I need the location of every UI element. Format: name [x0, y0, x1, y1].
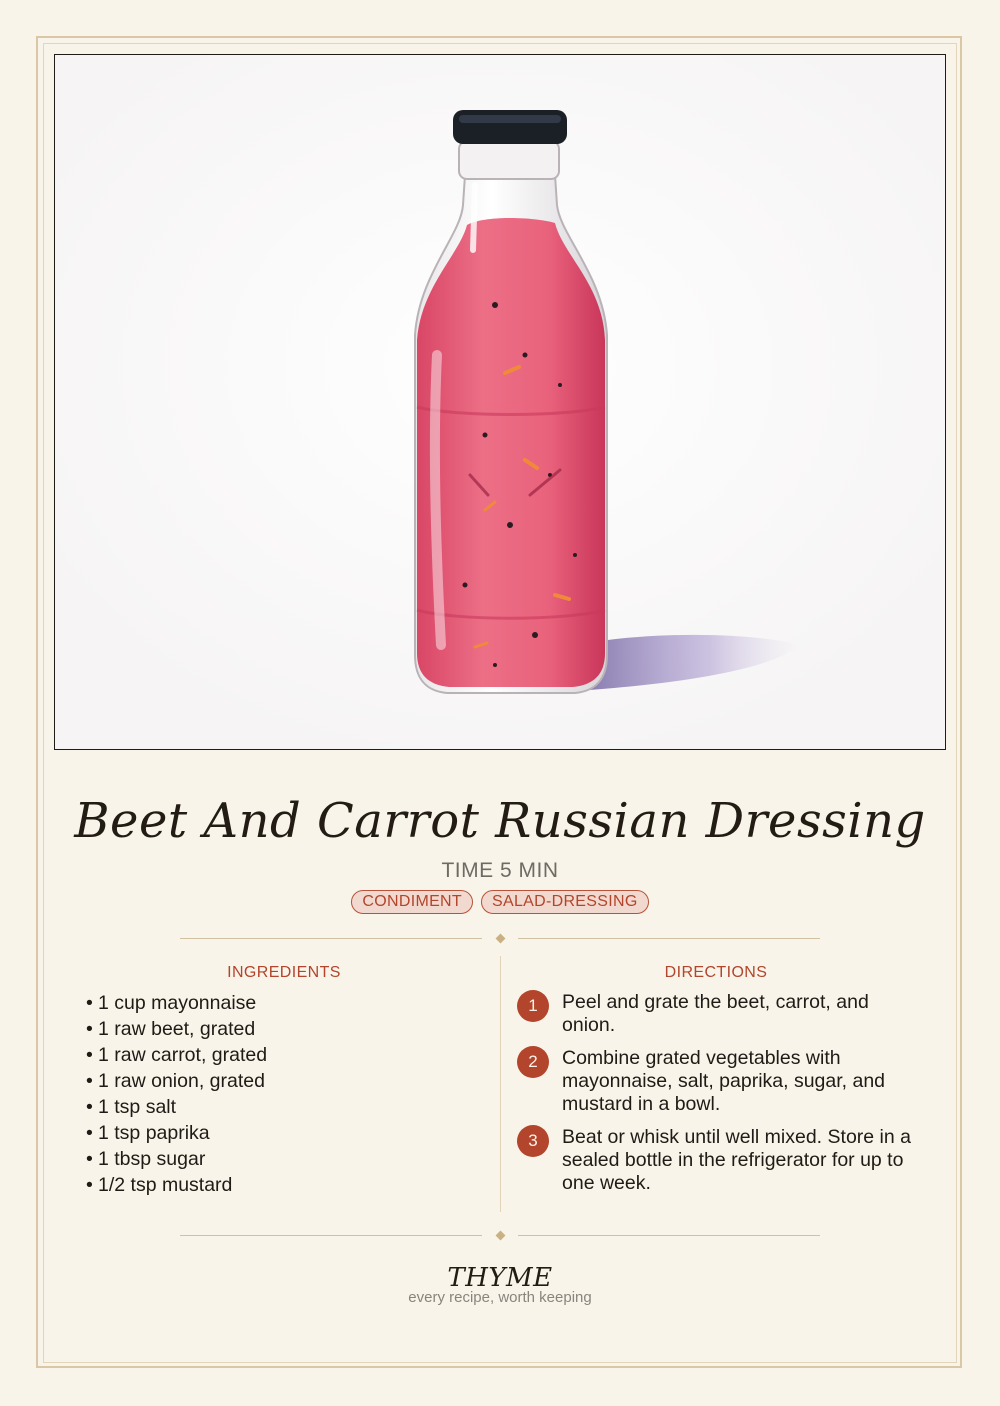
hero-image [54, 54, 946, 750]
step-number-badge: 3 [517, 1125, 549, 1157]
ingredient-item: • 1 tbsp sugar [86, 1146, 486, 1172]
directions-heading: DIRECTIONS [664, 964, 768, 981]
divider-top-left [180, 938, 482, 939]
recipe-time: TIME 5 MIN [441, 859, 559, 882]
ingredient-item: • 1 tsp paprika [86, 1120, 486, 1146]
step-text: Peel and grate the beet, carrot, and onion. [562, 991, 869, 1036]
ingredient-item: • 1 raw carrot, grated [86, 1042, 486, 1068]
ingredients-list [86, 990, 486, 1198]
step-text: Combine grated vegetables with mayonnaise, salt, paprika, sugar, and mustard in a bowl. [562, 1047, 886, 1115]
divider-bottom-right [518, 1235, 820, 1236]
ingredients-heading: INGREDIENTS [227, 964, 341, 981]
column-divider [500, 956, 501, 1212]
tag-salad-dressing[interactable]: SALAD-DRESSING [481, 890, 649, 914]
dressing-bottle-illustration [55, 55, 945, 749]
divider-bottom-left [180, 1235, 482, 1236]
ingredient-item: • 1 raw onion, grated [86, 1068, 486, 1094]
brand-logo: THYME [447, 1263, 553, 1293]
ingredient-item: • 1 raw beet, grated [86, 1016, 486, 1042]
tag-condiment[interactable]: CONDIMENT [351, 890, 473, 914]
step-number-badge: 1 [517, 990, 549, 1022]
step-number-badge: 2 [517, 1046, 549, 1078]
ingredient-item: • 1/2 tsp mustard [86, 1172, 486, 1198]
brand-tagline: every recipe, worth keeping [408, 1289, 592, 1306]
tag-list [60, 890, 940, 914]
ingredient-item: • 1 tsp salt [86, 1094, 486, 1120]
divider-top-right [518, 938, 820, 939]
step-text: Beat or whisk until well mixed. Store in a sealed bottle in the refrigerator for up to one week. [562, 1126, 911, 1194]
ingredient-item: • 1 cup mayonnaise [86, 990, 486, 1016]
recipe-title: Beet And Carrot Russian Dressing [74, 793, 926, 849]
